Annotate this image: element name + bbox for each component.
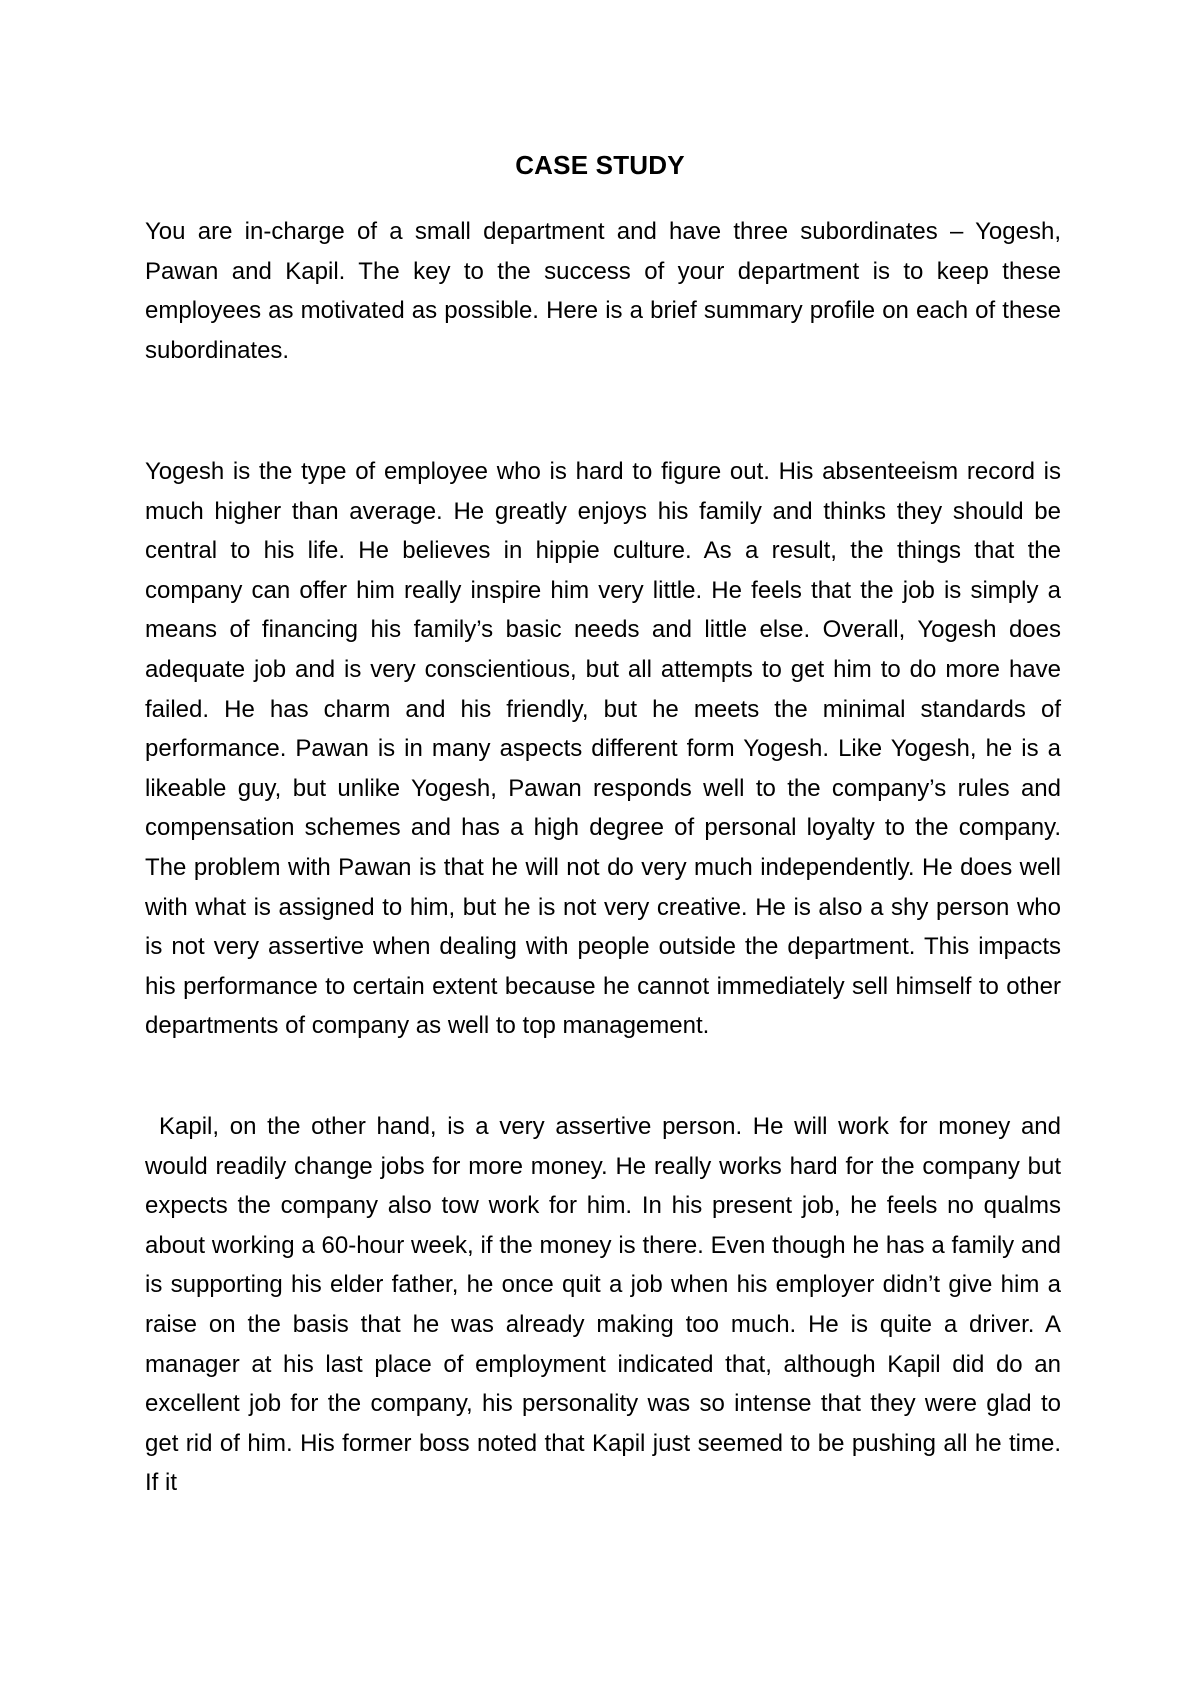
- page-title: CASE STUDY: [515, 150, 685, 180]
- paragraph-intro: You are in-charge of a small department and have three subordinates – Yogesh, Pawan and Kapil. The key to the success of your department is to keep these employees as motivated as possible. Here is a brief summary profile on each of these subordinates.: [145, 218, 1061, 364]
- paragraph-kapil: Kapil, on the other hand, is a very assertive person. He will work for money and would readily change jobs for more money. He really works hard for the company but expects the company also tow work for him. In his present job, he feels no qualms about working a 60-hour week, if the money is there. Even though he has a family and is supporting his elder father, he once quit a job when his employer didn’t give him a raise on the basis that he was already making too much. He is quite a driver. A manager at his last place of employment indicated that, although Kapil did do an excellent job for the company, his personality was so intense that they were glad to get rid of him. His former boss noted that Kapil just seemed to be pushing all he time. If it: [145, 1113, 1061, 1497]
- paragraph-yogesh-pawan: Yogesh is the type of employee who is hard to figure out. His absenteeism record is much higher than average. He greatly enjoys his family and thinks they should be central to his life. He believes in hippie culture. As a result, the things that the company can offer him really inspire him very little. He feels that the job is simply a means of financing his family’s basic needs and little else. Overall, Yogesh does adequate job and is very conscientious, but all attempts to get him to do more have failed. He has charm and his friendly, but he meets the minimal standards of performance. Pawan is in many aspects different form Yogesh. Like Yogesh, he is a likeable guy, but unlike Yogesh, Pawan responds well to the company’s rules and compensation schemes and has a high degree of personal loyalty to the company. The problem with Pawan is that he will not do very much independently. He does well with what is assigned to him, but he is not very creative. He is also a shy person who is not very assertive when dealing with people outside the department. This impacts his performance to certain extent because he cannot immediately sell himself to other departments of company as well to top management.: [145, 458, 1061, 1040]
